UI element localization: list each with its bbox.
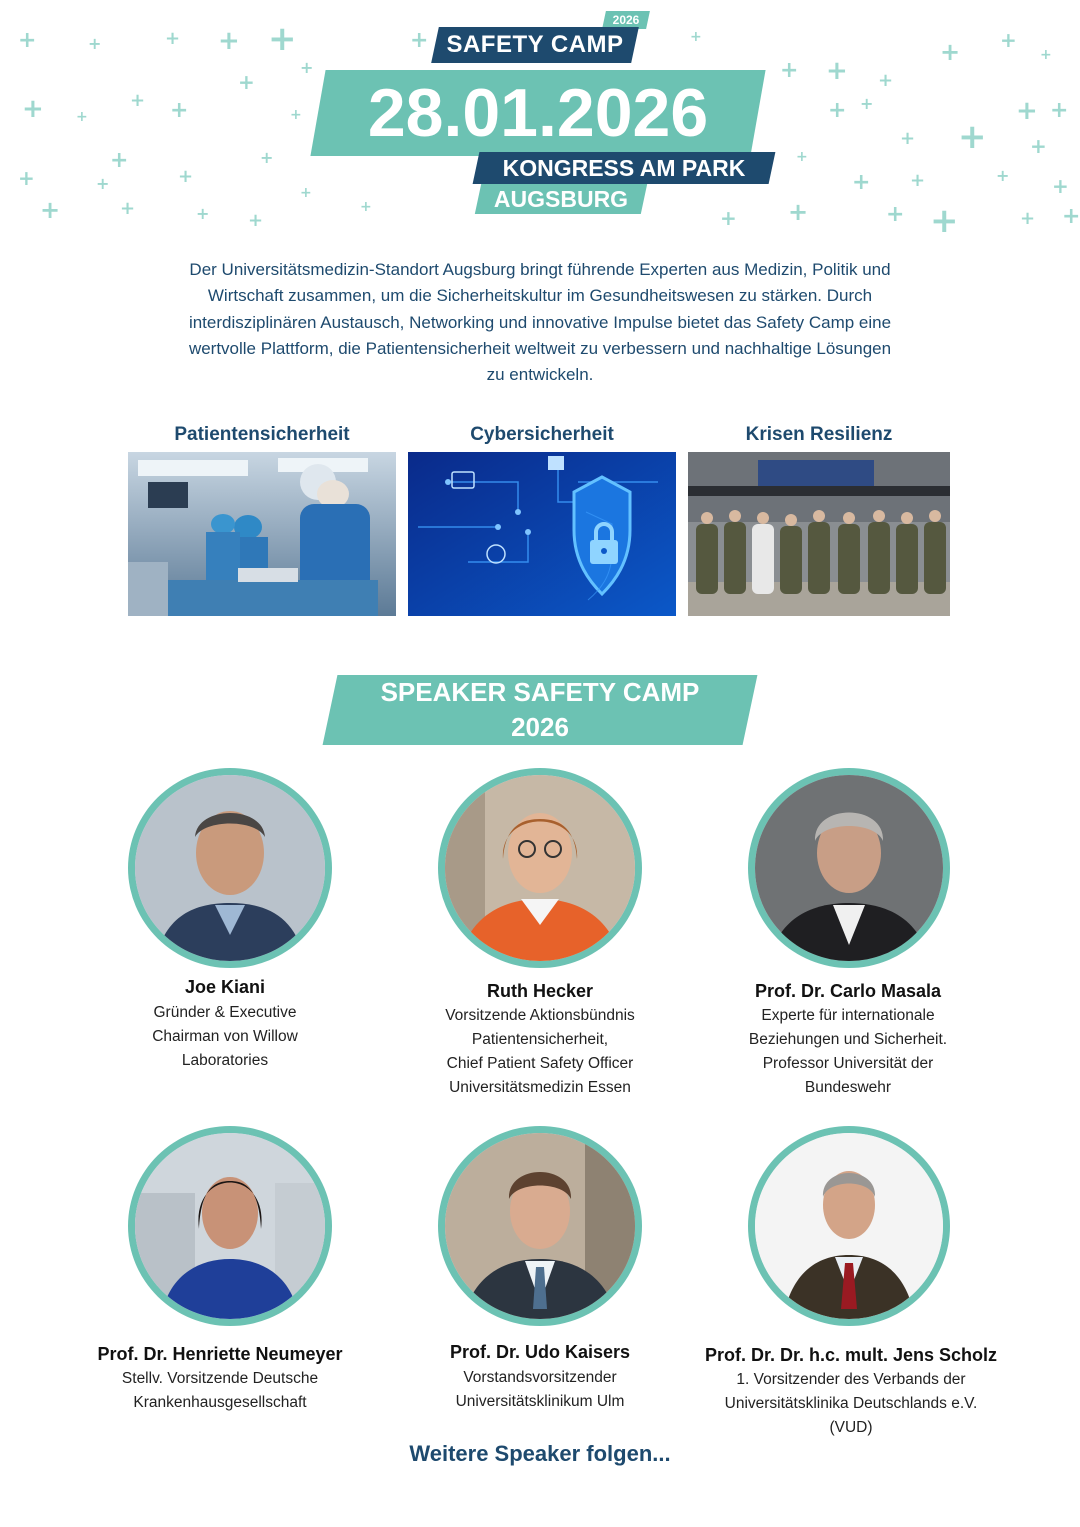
speaker-role-line: Laboratories [181, 1052, 269, 1069]
plus-decoration-icon: + [788, 198, 809, 226]
plus-decoration-icon: + [410, 28, 429, 53]
speaker-role-line: Beziehungen und Sicherheit. [748, 1031, 948, 1048]
intro-line: wertvolle Plattform, die Patientensicherheit weltweit zu verbessern und nachhaltige Lösungen [188, 338, 892, 358]
speaker-role-line: Bundeswehr [804, 1079, 892, 1096]
plus-decoration-icon: + [18, 166, 35, 190]
plus-decoration-icon: + [690, 29, 702, 45]
topic-title-cyber-security: Cybersicherheit [470, 424, 614, 445]
plus-decoration-icon: + [852, 170, 871, 195]
plus-decoration-icon: + [248, 210, 264, 231]
group-photo [688, 452, 950, 616]
speaker-portrait-joe-kiani [128, 768, 332, 968]
cyber-shield-lock-graphic [408, 452, 676, 616]
plus-decoration-icon: + [238, 70, 255, 94]
speaker-role [80, 1001, 370, 1073]
plus-decoration-icon: + [18, 28, 37, 53]
speaker-role-line: Experte für internationale [761, 1007, 935, 1024]
plus-decoration-icon: + [940, 38, 961, 66]
speaker-role [390, 1366, 690, 1414]
plus-decoration-icon: + [996, 166, 1010, 185]
speaker-role-line: Universitätsklinikum Ulm [455, 1393, 625, 1410]
plus-decoration-icon: + [796, 149, 808, 165]
speaker-portrait-udo-kaisers [438, 1126, 642, 1326]
intro-line: zu entwickeln. [486, 365, 594, 385]
topic-title-patient-safety: Patientensicherheit [174, 424, 350, 445]
speaker-portrait-henriette-neumeyer [128, 1126, 332, 1326]
speaker-role-line: Professor Universität der [762, 1055, 934, 1072]
speaker-portrait-ruth-hecker [438, 768, 642, 968]
plus-decoration-icon: + [218, 26, 240, 56]
plus-decoration-icon: + [178, 166, 194, 187]
speaker-portrait-carlo-masala [748, 768, 950, 968]
speaker-role [390, 1004, 690, 1100]
plus-decoration-icon: + [88, 34, 102, 53]
plus-decoration-icon: + [22, 94, 44, 124]
speaker-name: Prof. Dr. Henriette Neumeyer [97, 1344, 343, 1364]
speaker-name: Ruth Hecker [486, 981, 594, 1001]
plus-decoration-icon: + [76, 109, 88, 125]
speaker-role-line: 1. Vorsitzender des Verbands der [736, 1371, 966, 1388]
speaker-role [700, 1004, 996, 1100]
speaker-role [690, 1368, 1012, 1440]
speaker-role-line: Vorsitzende Aktionsbündnis [445, 1007, 635, 1024]
speaker-role-line: Patientensicherheit, [471, 1031, 609, 1048]
intro-line: Der Universitätsmedizin-Standort Augsburg bringt führende Experten aus Medizin, Politik und [189, 260, 891, 279]
speaker-role-line: Chairman von Willow [152, 1028, 298, 1045]
plus-decoration-icon: + [860, 94, 874, 113]
speaker-name: Prof. Dr. Dr. h.c. mult. Jens Scholz [704, 1345, 998, 1365]
speaker-name: Joe Kiani [184, 977, 266, 997]
plus-decoration-icon: + [268, 19, 297, 59]
plus-decoration-icon: + [120, 198, 136, 219]
plus-decoration-icon: + [290, 107, 302, 123]
year-badge: 2026 [612, 13, 640, 27]
more-speakers-note: Weitere Speaker folgen... [409, 1441, 671, 1466]
intro-line: interdisziplinären Austausch, Networking und innovative Impulse bietet das Safety Camp eine [188, 312, 892, 332]
speaker-role-line: Chief Patient Safety Officer [446, 1055, 634, 1072]
intro-line: Wirtschaft zusammen, um die Sicherheitskultur im Gesundheitswesen zu stärken. Durch [207, 286, 873, 306]
speaker-role-line: Gründer & Executive [153, 1004, 297, 1021]
speaker-banner-title [330, 675, 750, 745]
plus-decoration-icon: + [196, 204, 210, 223]
speaker-name: Prof. Dr. Udo Kaisers [449, 1342, 631, 1362]
plus-decoration-icon: + [1020, 208, 1036, 229]
plus-decoration-icon: + [260, 148, 274, 167]
plus-decoration-icon: + [886, 202, 905, 227]
plus-decoration-icon: + [958, 117, 987, 157]
plus-decoration-icon: + [130, 90, 146, 111]
intro-text [130, 257, 950, 388]
speaker-banner-line2: 2026 [511, 712, 569, 742]
speaker-role-line: Stellv. Vorsitzende Deutsche [121, 1370, 319, 1387]
plus-decoration-icon: + [1050, 98, 1069, 123]
speaker-role [60, 1367, 380, 1415]
plus-decoration-icon: + [110, 148, 129, 173]
plus-decoration-icon: + [878, 70, 894, 91]
plus-decoration-icon: + [1052, 174, 1069, 198]
speaker-role-line: (VUD) [829, 1419, 873, 1436]
plus-decoration-icon: + [1062, 204, 1080, 229]
plus-decoration-icon: + [826, 56, 848, 86]
plus-decoration-icon: + [1030, 134, 1047, 158]
plus-decoration-icon: + [720, 206, 737, 230]
plus-decoration-icon: + [300, 58, 314, 77]
speaker-portrait-jens-scholz [748, 1126, 950, 1326]
topic-title-crisis-resilience: Krisen Resilienz [745, 424, 893, 445]
event-venue: KONGRESS AM PARK [502, 155, 746, 181]
plus-decoration-icon: + [910, 170, 926, 191]
speaker-banner-line1: SPEAKER SAFETY CAMP [380, 677, 700, 707]
plus-decoration-icon: + [300, 185, 312, 201]
plus-decoration-icon: + [1040, 47, 1052, 63]
speaker-role-line: Krankenhausgesellschaft [133, 1394, 307, 1411]
event-name: SAFETY CAMP [446, 31, 624, 58]
plus-decoration-icon: + [900, 128, 916, 149]
speaker-role-line: Vorstandsvorsitzender [463, 1369, 617, 1386]
event-date: 28.01.2026 [367, 75, 709, 151]
plus-decoration-icon: + [780, 58, 799, 83]
plus-decoration-icon: + [828, 98, 847, 123]
speaker-role-line: Universitätsklinika Deutschlands e.V. [724, 1395, 978, 1412]
event-city: AUGSBURG [493, 186, 629, 212]
plus-decoration-icon: + [170, 98, 189, 123]
speaker-role-line: Universitätsmedizin Essen [449, 1079, 631, 1096]
event-header [0, 0, 1080, 235]
plus-decoration-icon: + [40, 196, 61, 224]
plus-decoration-icon: + [165, 28, 181, 49]
plus-decoration-icon: + [1016, 96, 1038, 126]
plus-decoration-icon: + [1000, 28, 1017, 52]
plus-decoration-icon: + [96, 174, 110, 193]
surgery-photo [128, 452, 396, 616]
plus-decoration-icon: + [360, 199, 372, 215]
speaker-name: Prof. Dr. Carlo Masala [754, 981, 942, 1001]
plus-decoration-icon: + [930, 201, 959, 235]
